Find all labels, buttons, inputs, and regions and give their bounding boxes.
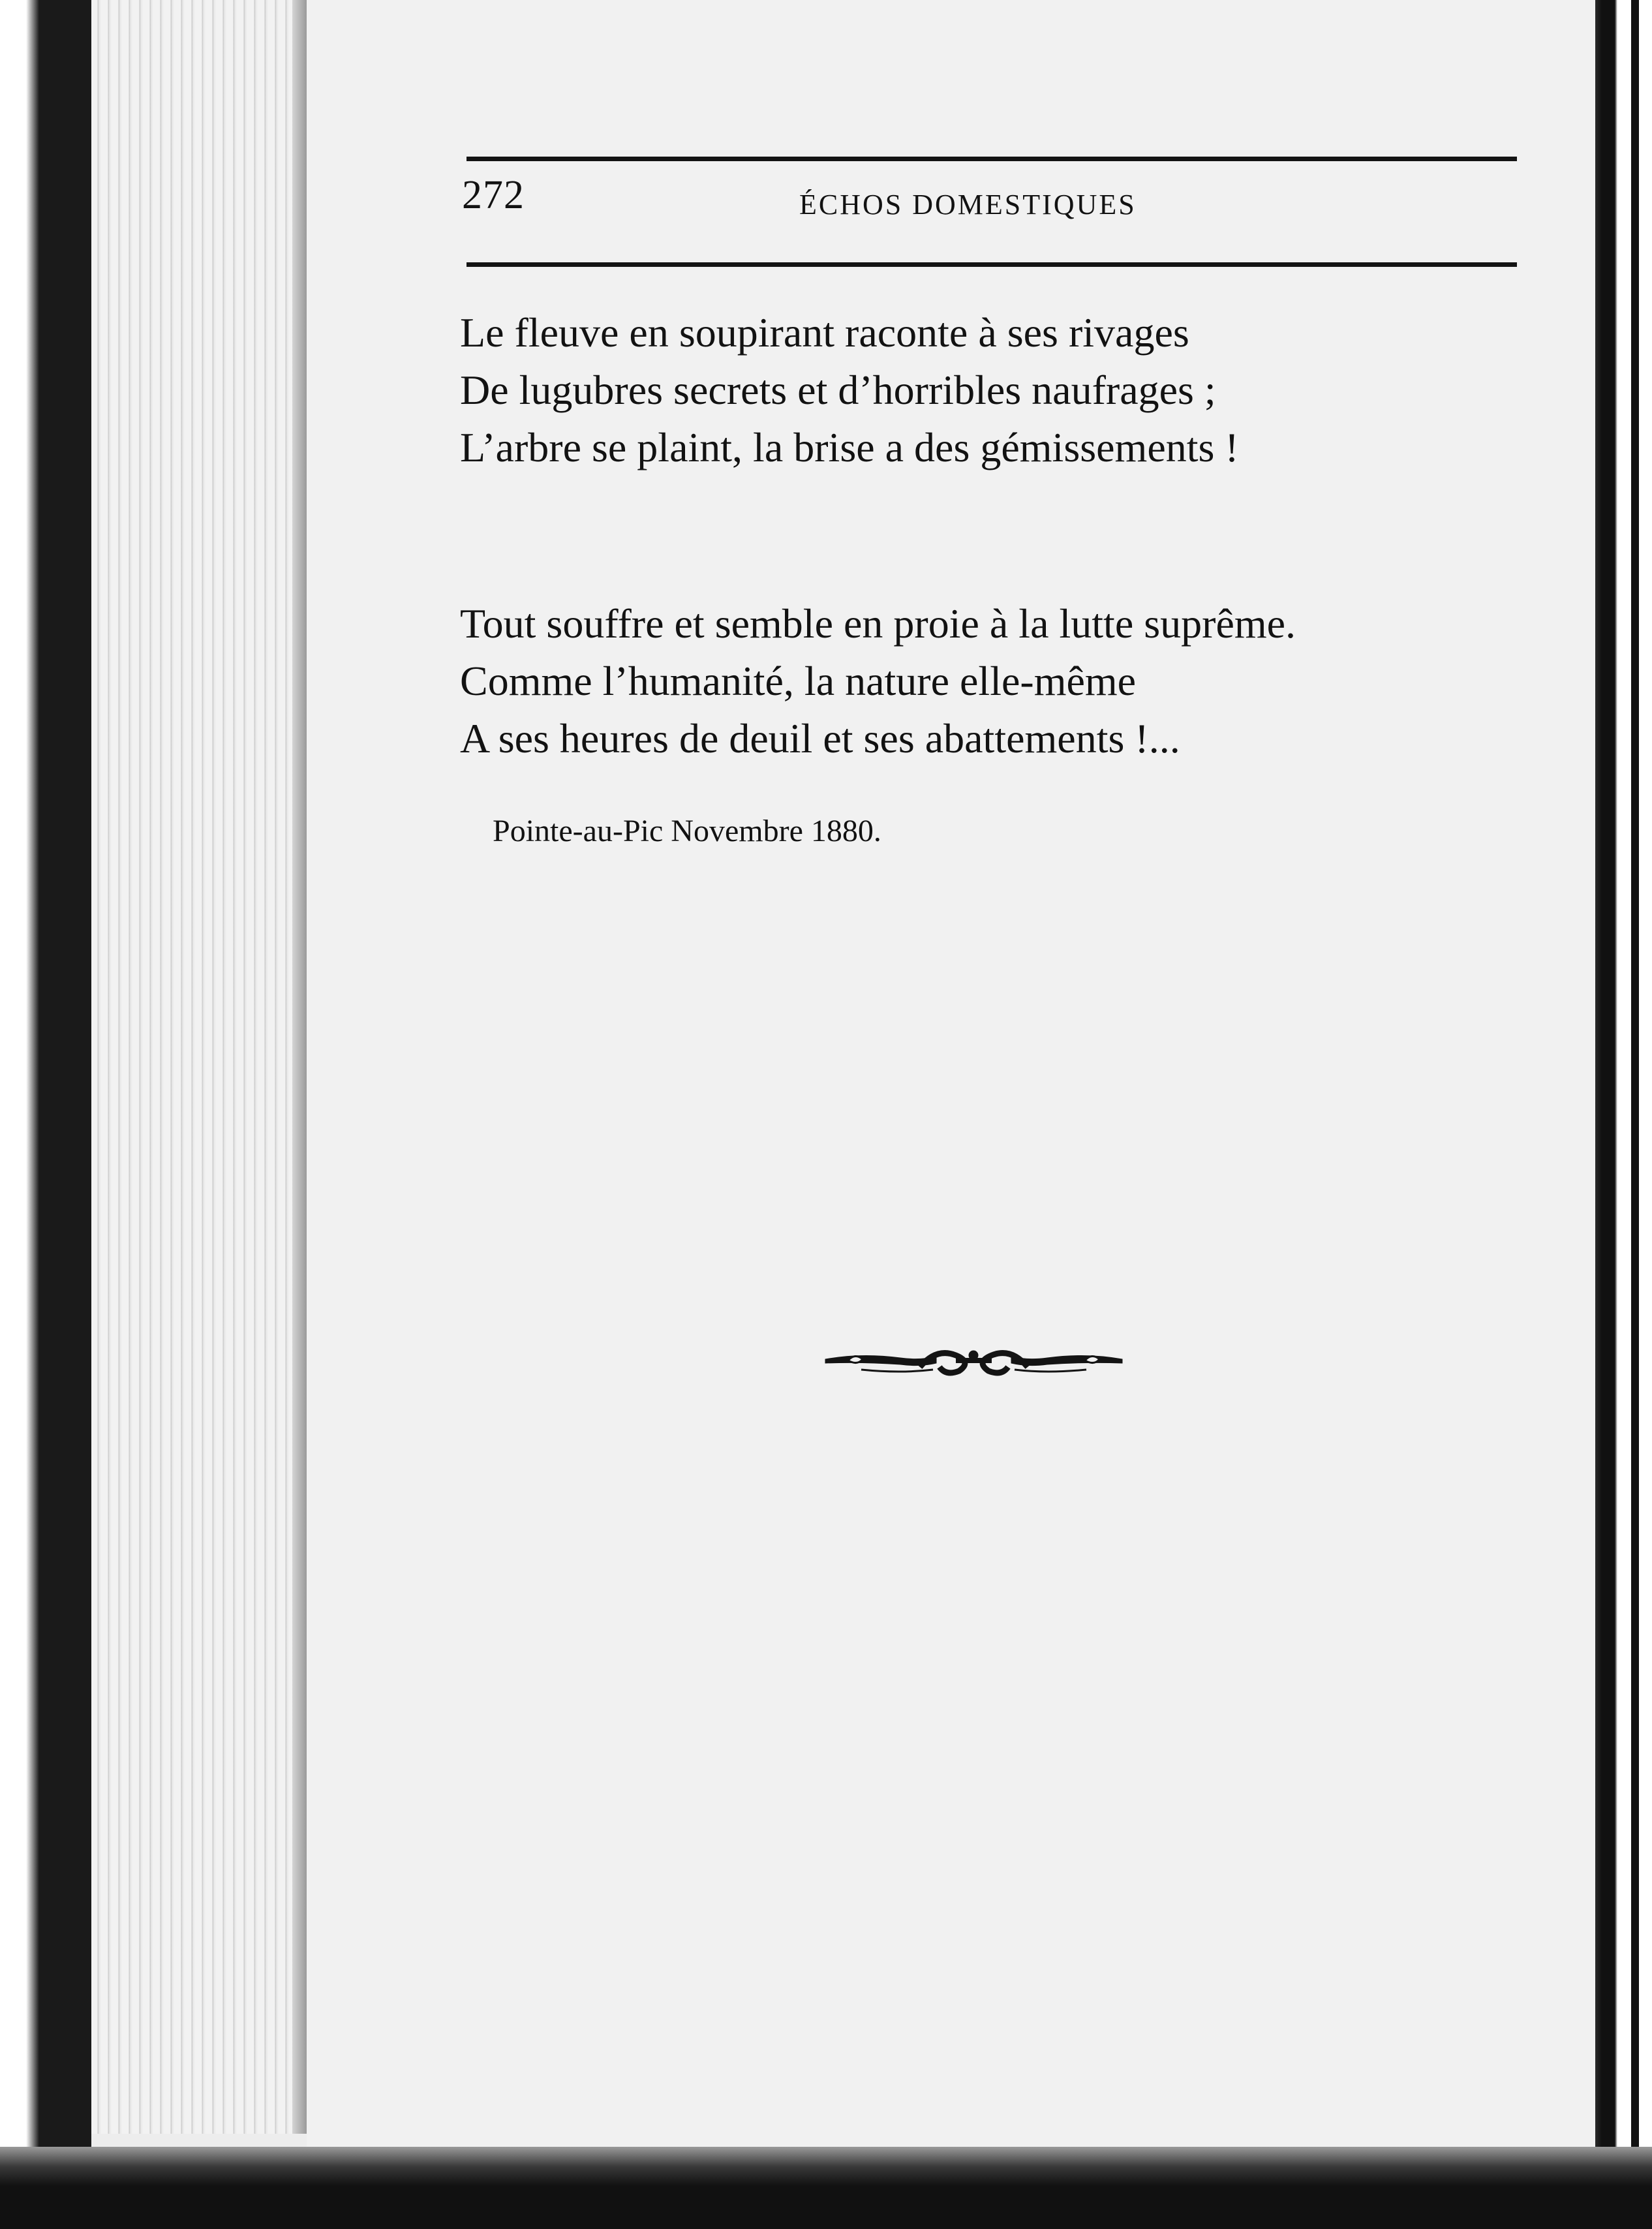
scan-border-bottom xyxy=(0,2147,1652,2229)
poem-stanza-1 xyxy=(460,304,1239,476)
poem-line: L’arbre se plaint, la brise a des gémissements ! xyxy=(460,424,1239,470)
header-rule-bottom xyxy=(467,262,1517,267)
page-number: 272 xyxy=(462,173,525,217)
header-rule-top xyxy=(467,157,1517,161)
poem-line: De lugubres secrets et d’horribles naufrages ; xyxy=(460,367,1216,413)
poem-stanza-2 xyxy=(460,595,1296,767)
poem-signature: Pointe-au-Pic Novembre 1880. xyxy=(493,814,881,848)
scan-border-left xyxy=(0,0,91,2229)
tailpiece-ornament-icon xyxy=(822,1341,1125,1380)
poem-line: Le fleuve en soupirant raconte à ses rivages xyxy=(460,309,1189,356)
page-stack-edge xyxy=(91,0,307,2134)
running-title: ÉCHOS DOMESTIQUES xyxy=(799,189,1137,221)
scan-border-right xyxy=(1595,0,1652,2229)
poem-line: Tout souffre et semble en proie à la lutte suprême. xyxy=(460,600,1296,647)
poem-line: Comme l’humanité, la nature elle-même xyxy=(460,658,1137,704)
poem-line: A ses heures de deuil et ses abattements !... xyxy=(460,715,1180,761)
